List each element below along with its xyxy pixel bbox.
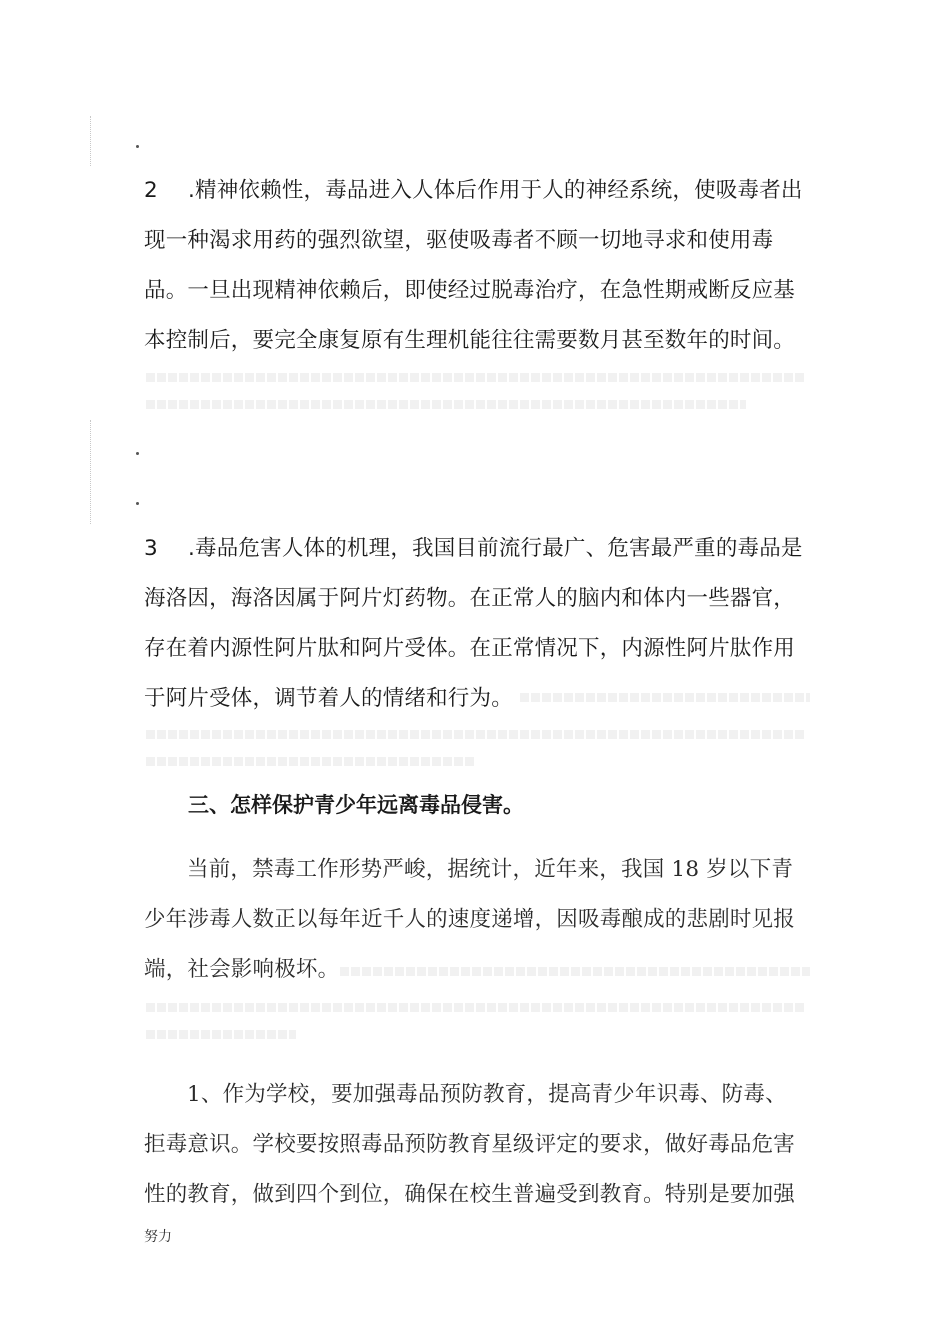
section-3-number: 3 bbox=[144, 536, 158, 561]
faint-text-line bbox=[146, 757, 476, 766]
school-paragraph: 1、作为学校，要加强毒品预防教育，提高青少年识毒、防毒、拒毒意识。学校要按照毒品预防教育星级评定的要求，做好毒品危害性的教育，做到四个到位，确保在校生普遍受到教育。特别是要加强 bbox=[144, 1082, 796, 1207]
section-2-paragraph bbox=[144, 166, 808, 366]
section-2-text: .精神依赖性，毒品进入人体后作用于人的神经系统，使吸毒者出现一种渴求用药的强烈欲望，驱使吸毒者不顾一切地寻求和使用毒品。一旦出现精神依赖后，即使经过脱毒治疗，在急性期戒断反应基本控制后，要完全康复原有生理机能往往需要数月甚至数年的时间。 bbox=[144, 178, 803, 353]
faint-text-line bbox=[146, 1003, 806, 1012]
faint-text-line bbox=[146, 730, 806, 739]
dot-marker bbox=[136, 145, 139, 148]
dot-marker bbox=[136, 502, 139, 505]
faint-text-line bbox=[520, 693, 810, 702]
faint-text-line bbox=[146, 373, 806, 382]
section-2-number: 2 bbox=[144, 178, 158, 203]
dot-marker bbox=[136, 452, 139, 455]
section-heading: 三、怎样保护青少年远离毒品侵害。 bbox=[188, 793, 524, 817]
faint-text-line bbox=[146, 400, 746, 409]
current-situation-paragraph: 当前，禁毒工作形势严峻，据统计，近年来，我国 18 岁以下青少年涉毒人数正以每年近千人的速度递增，因吸毒酿成的悲剧时见报端，社会影响极坏。 bbox=[144, 857, 796, 982]
faint-text-line bbox=[146, 1030, 296, 1039]
section-3-text: .毒品危害人体的机理，我国目前流行最广、危害最严重的毒品是海洛因，海洛因属于阿片灯药物。在正常人的脑内和体内一些器官，存在着内源性阿片肽和阿片受体。在正常情况下，内源性阿片肽作用于阿片受体，调节着人的情绪和行为。 bbox=[144, 536, 803, 711]
page-footer: 努力 bbox=[144, 1229, 172, 1245]
margin-mark bbox=[90, 420, 91, 524]
margin-mark bbox=[90, 116, 91, 166]
faint-text-line bbox=[340, 967, 810, 976]
